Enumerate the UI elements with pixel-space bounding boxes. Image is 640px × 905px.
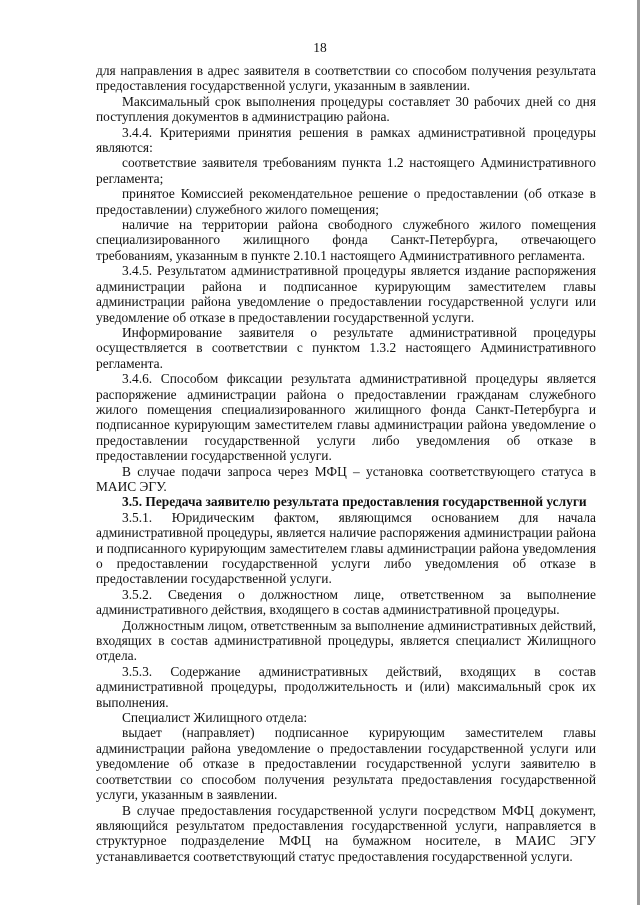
paragraph: Должностным лицом, ответственным за выполнение административных действий, входящих в состав административной процедуры, является специалист Жилищного отдела. [96, 617, 596, 664]
paragraph: соответствие заявителя требованиям пункта 1.2 настоящего Административного регламента; [96, 155, 596, 186]
paragraph: 3.4.4. Критериями принятия решения в рамках административной процедуры являются: [96, 124, 596, 156]
paragraph: выдает (направляет) подписанное курирующим заместителем главы администрации района уведомление о предоставлении государственной услуги или уведомление об отказе в предоставлении государственной услуги заявителю в соответствии со способом получения результата предоставления государственной услуги, указанным в заявлении. [96, 725, 596, 803]
paragraph: Максимальный срок выполнения процедуры составляет 30 рабочих дней со дня поступления документов в администрацию района. [96, 93, 596, 125]
paragraph: В случае предоставления государственной услуги посредством МФЦ документ, являющийся результатом предоставления государственной услуги, направляется в структурное подразделение МФЦ на бумажном носителе, в МАИС ЭГУ устанавливается соответствующий статус предоставления государственной услуги. [96, 802, 596, 864]
document-body [96, 63, 596, 864]
paragraph: 3.5.2. Сведения о должностном лице, ответственном за выполнение административного действия, входящего в состав административной процедуры. [96, 586, 596, 618]
page-number: 18 [313, 40, 327, 55]
paragraph: 3.5.1. Юридическим фактом, являющимся основанием для начала административной процедуры, является наличие распоряжения администрации района и подписанного курирующим заместителем главы администрации района уведомления о предоставлении государственной услуги либо уведомления об отказе в предоставлении государственной услуги. [96, 509, 596, 587]
paragraph: 3.5.3. Содержание административных действий, входящих в состав административной процедуры, продолжительность и (или) максимальный срок их выполнения. [96, 663, 596, 710]
paragraph: Информирование заявителя о результате административной процедуры осуществляется в соответствии с пунктом 1.3.2 настоящего Административного регламента. [96, 324, 596, 371]
paragraph: 3.4.5. Результатом административной процедуры является издание распоряжения администрации района и подписанное курирующим заместителем главы администрации района уведомление о предоставлении государственной услуги или уведомление об отказе в предоставлении государственной услуги. [96, 263, 596, 325]
section-heading: 3.5. Передача заявителю результата предоставления государственной услуги [122, 494, 587, 510]
paragraph: 3.4.6. Способом фиксации результата административной процедуры является распоряжение администрации района о предоставлении гражданам служебного жилого помещения специализированного жилищного фонда Санкт-Петербурга и подписанное курирующим заместителем главы администрации района уведомление о предоставлении государственной услуги либо уведомления об отказе в предоставлении государственной услуги. [96, 371, 596, 464]
paragraph: для направления в адрес заявителя в соответствии со способом получения результата предоставления государственной услуги, указанным в заявлении. [96, 63, 596, 94]
paragraph: Специалист Жилищного отдела: [122, 710, 308, 726]
paragraph: В случае подачи запроса через МФЦ – установка соответствующего статуса в МАИС ЭГУ. [96, 463, 596, 494]
paragraph: наличие на территории района свободного служебного жилого помещения специализированного жилищного фонда Санкт-Петербурга, отвечающего требованиям, указанным в пункте 2.10.1 настоящего Административного регламента. [96, 217, 596, 263]
paragraph: принятое Комиссией рекомендательное решение о предоставлении (об отказе в предоставлении) служебного жилого помещения; [96, 186, 596, 217]
